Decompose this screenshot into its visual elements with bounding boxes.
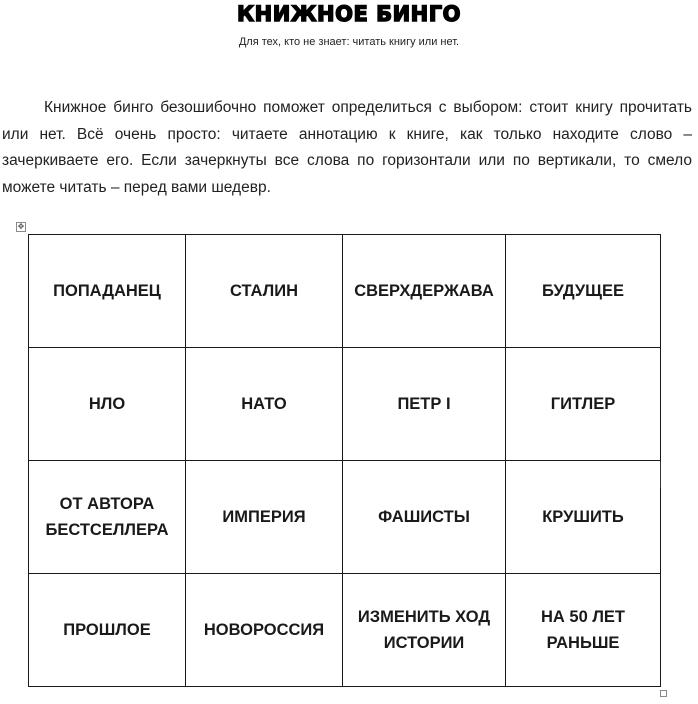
- bingo-cell[interactable]: НАТО: [186, 348, 343, 461]
- bingo-row: [29, 574, 661, 687]
- bingo-table: [28, 234, 661, 687]
- bingo-row: [29, 348, 661, 461]
- bingo-cell[interactable]: ОТ АВТОРА БЕСТСЕЛЛЕРА: [29, 461, 186, 574]
- intro-paragraph: Книжное бинго безошибочно поможет определиться с выбором: стоит книгу прочитать или нет. Всё очень просто: читаете аннотацию к книге, как только находите слово – зачеркиваете его. Если зачеркнуты все слова по горизонтали или по вертикали, то смело можете читать – перед вами шедевр.: [2, 99, 692, 196]
- bingo-cell[interactable]: НА 50 ЛЕТ РАНЬШЕ: [506, 574, 661, 687]
- page-title: КНИЖНОЕ БИНГО: [237, 2, 461, 26]
- table-resize-handle[interactable]: [660, 690, 667, 697]
- bingo-cell[interactable]: ИМПЕРИЯ: [186, 461, 343, 574]
- bingo-cell[interactable]: НОВОРОССИЯ: [186, 574, 343, 687]
- bingo-row: [29, 235, 661, 348]
- bingo-cell[interactable]: ПРОШЛОЕ: [29, 574, 186, 687]
- bingo-cell[interactable]: БУДУЩЕЕ: [506, 235, 661, 348]
- bingo-cell[interactable]: НЛО: [29, 348, 186, 461]
- table-move-handle-icon[interactable]: ✥: [17, 222, 25, 231]
- page-subtitle: Для тех, кто не знает: читать книгу или нет.: [238, 36, 460, 48]
- bingo-cell[interactable]: ФАШИСТЫ: [343, 461, 506, 574]
- bingo-cell[interactable]: ПОПАДАНЕЦ: [29, 235, 186, 348]
- bingo-cell[interactable]: КРУШИТЬ: [506, 461, 661, 574]
- bingo-cell[interactable]: СВЕРХДЕРЖАВА: [343, 235, 506, 348]
- bingo-cell[interactable]: ПЕТР I: [343, 348, 506, 461]
- bingo-cell[interactable]: ИЗМЕНИТЬ ХОД ИСТОРИИ: [343, 574, 506, 687]
- bingo-cell[interactable]: ГИТЛЕР: [506, 348, 661, 461]
- bingo-cell[interactable]: СТАЛИН: [186, 235, 343, 348]
- bingo-row: [29, 461, 661, 574]
- text-cursor: [660, 462, 661, 488]
